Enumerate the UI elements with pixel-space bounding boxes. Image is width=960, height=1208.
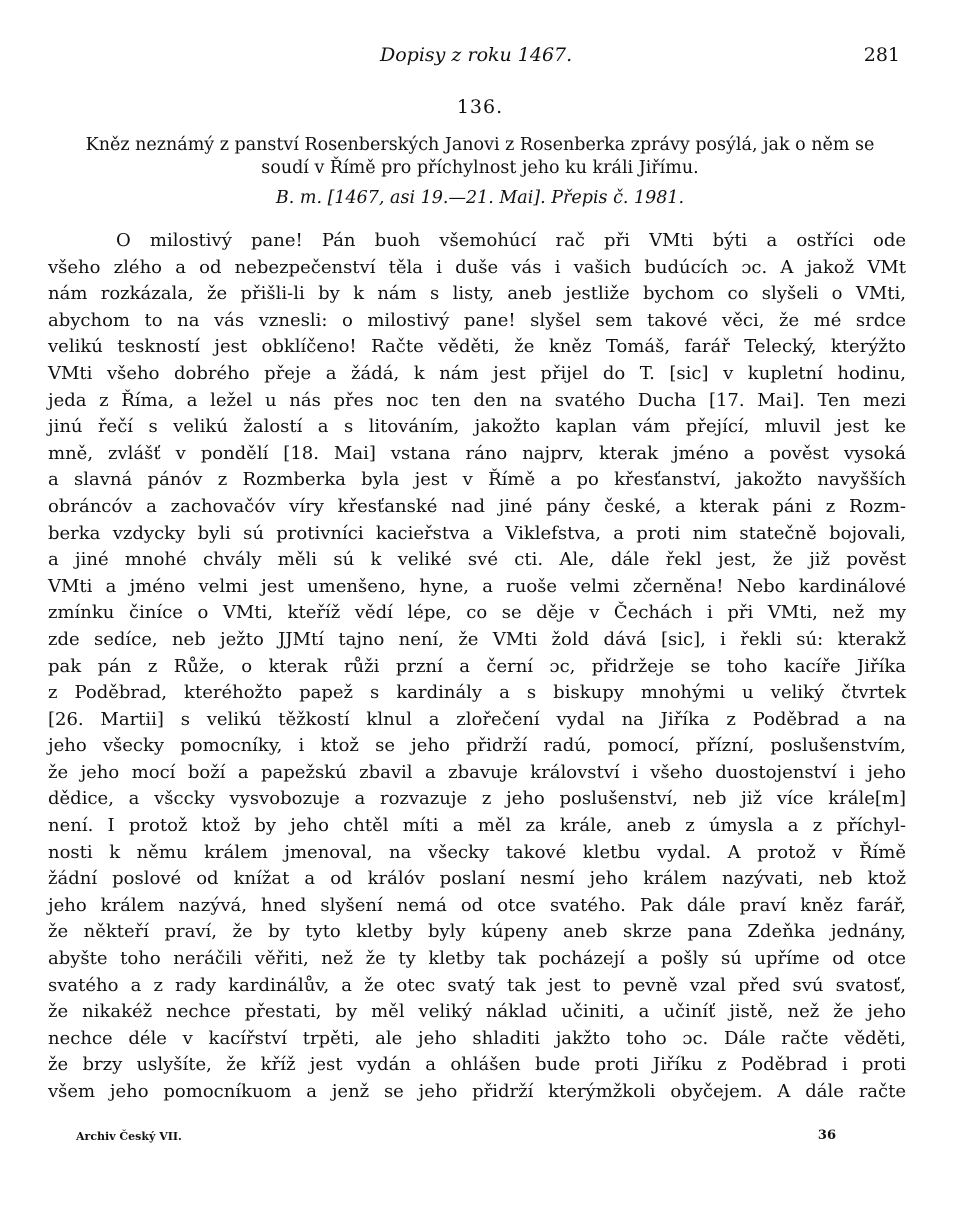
body-line: všem jeho pomocníkuom a jenž se jeho přidrží kterýmžkoli obyčejem. A dále račte	[48, 1081, 906, 1102]
source-reference: B. m. [1467, asi 19.—21. Mai]. Přepis č. 1981.	[275, 188, 685, 208]
body-line: dědice, a všccky vysvobozuje a rozvazuje z jeho poslušenství, neb již více krále[m]	[48, 788, 906, 810]
running-title: Dopisy z roku 1467.	[380, 44, 573, 66]
footer-signature: 36	[817, 1128, 836, 1143]
body-line: O milostivý pane! Pán buoh všemohúcí rač při VMti býti a ostříci ode	[116, 230, 906, 251]
body-line: abyšte toho neráčili věřiti, než že ty kletby tak pocházejí a pošly sú upříme od otce	[48, 948, 906, 970]
body-line: jeho všecky pomocníky, i ktož se jeho přidrží radú, pomocí, přízní, poslušenstvím,	[48, 735, 906, 757]
body-line: jeho králem nazývá, hned slyšení nemá od otce svatého. Pak dále praví kněz farář,	[48, 894, 906, 916]
letter-body	[48, 228, 906, 1106]
page-footer	[76, 1128, 836, 1148]
body-line: abychom to na vás vznesli: o milostivý pane! slyšel sem takové věci, že mé srdce	[48, 309, 906, 331]
running-head	[0, 40, 960, 70]
body-line: není. I protož ktož by jeho chtěl míti a měl za krále, aneb z úmysla a z příchyl-	[48, 815, 906, 837]
body-line: nám rozkázala, že přišli-li by k nám s listy, aneb jestliže bychom co slyšeli o VMti,	[48, 283, 906, 305]
body-line: VMti všeho dobrého přeje a žádá, k nám jest přijel do T. [sic] v kupletní hodinu,	[48, 362, 906, 384]
page-number: 281	[863, 44, 900, 66]
body-line: [26. Martii] s velikú těžkostí klnul a zlořečení vydal na Jiříka z Poděbrad a na	[48, 708, 906, 730]
body-line: VMti a jméno velmi jest umenšeno, hyne, a ruoše velmi zčerněna! Nebo kardinálové	[48, 575, 906, 597]
body-line: že jeho mocí boží a papežskú zbavil a zbavuje království i všeho duostojenství i jeho	[48, 761, 906, 783]
body-line: že nikakéž nechce přestati, by měl veliký náklad učiniti, a učiníť jistě, než že jeho	[48, 1001, 906, 1023]
body-line: jeda z Říma, a ležel u nás přes noc ten den na svatého Ducha [17. Mai]. Ten mezi	[48, 389, 906, 411]
body-line: nosti k němu králem jmenoval, na všecky takové kletbu vydal. A protož v Římě	[48, 841, 906, 863]
body-line: pak pán z Růže, o kterak růži przní a černí ɔc, přidržeje se toho kacíře Jiříka	[48, 655, 906, 677]
body-line: obráncóv a zachovačóv víry křesťanské nad jiné pány české, a kterak páni z Rozm-	[48, 495, 906, 517]
body-line: velikú teskností jest obklíčeno! Račte věděti, že kněz Tomáš, farář Telecký, kterýžto	[48, 336, 906, 358]
body-line: zde sedíce, neb ježto JJMtí tajno není, že VMti žold dává [sic], i řekli sú: kterakž	[48, 628, 906, 650]
document-number: 136.	[456, 96, 504, 118]
body-line: z Poděbrad, kteréhožto papež s kardinály a s biskupy mnohými u veliký čtvrtek	[48, 682, 906, 704]
body-line: a jiné mnohé chvály měli sú k veliké své cti. Ale, dále řekl jest, že již pověst	[48, 549, 906, 571]
summary-line: soudí v Římě pro příchylnost jeho ku králi Jiřímu.	[261, 158, 699, 178]
body-line: berka vzdycky byli sú protivníci kacieřstva a Viklefstva, a proti nim statečně bojovali,	[48, 522, 906, 544]
body-line: zmínku činíce o VMti, kteříž vědí lépe, co se děje v Čechách i při VMti, než my	[48, 602, 906, 624]
body-line: svatého a z rady kardinálův, a že otec svatý tak jest to pevně vzal před svú svatosť,	[48, 974, 906, 996]
body-line: žádní poslové od knížat a od králóv poslaní nesmí jeho králem nazývati, neb ktož	[48, 868, 906, 890]
body-line: mně, zvlášť v pondělí [18. Mai] vstana ráno najprv, kterak jméno a pověst vysoká	[48, 442, 906, 464]
body-line: všeho zlého a od nebezpečenství těla i duše vás i vašich budúcích ɔc. A jakož VMt	[48, 256, 906, 278]
document-summary	[42, 134, 918, 180]
body-line: že brzy uslyšíte, že kříž jest vydán a ohlášen bude proti Jiříku z Poděbrad i proti	[48, 1054, 906, 1076]
body-line: a slavná pánóv z Rozmberka byla jest v Římě a po křesťanství, jakožto navyšších	[48, 469, 906, 491]
body-line: že někteří praví, že by tyto kletby byly kúpeny aneb skrze pana Zdeňka jednány,	[48, 921, 906, 943]
summary-line: Kněz neznámý z panství Rosenberských Janovi z Rosenberka zprávy posýlá, jak o něm se	[85, 135, 875, 155]
body-line: jinú řečí s velikú žalostí a s litováním, jakožto kaplan vám přející, mluvil jest ke	[48, 416, 906, 438]
body-line: nechce déle v kacířství trpěti, ale jeho shladiti jakžto toho ɔc. Dále račte věděti,	[48, 1027, 906, 1049]
footer-volume: Archiv Český VII.	[76, 1130, 182, 1143]
